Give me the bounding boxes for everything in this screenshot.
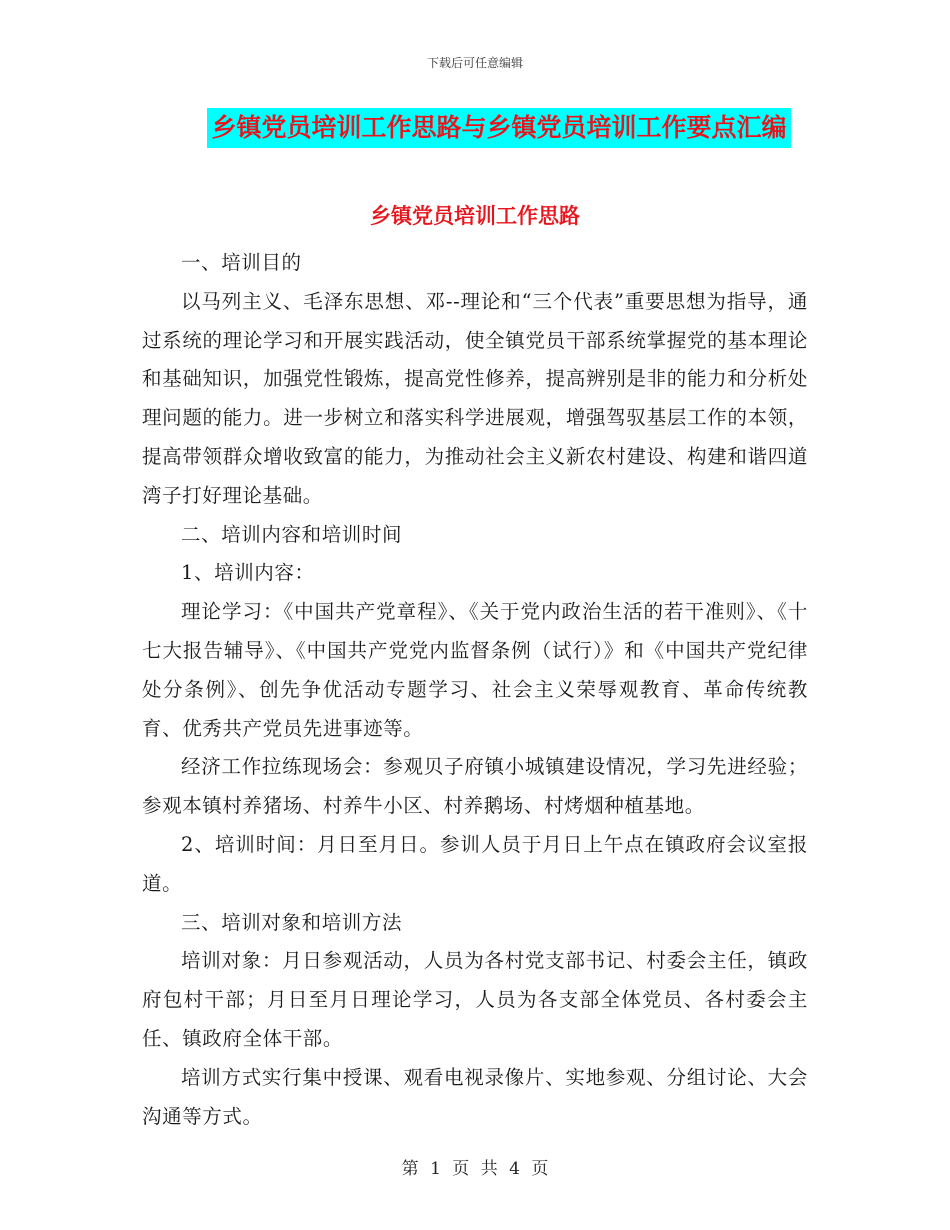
heading-training-content-time: 二、培训内容和培训时间 [181, 522, 403, 546]
paragraph-training-time: 2、培训时间：月日至月日。参训人员于月日上午点在镇政府会议室报道。 [142, 832, 808, 895]
header-note: 下载后可任意编辑 [426, 56, 523, 70]
subheading-training-content: 1、培训内容： [181, 561, 315, 585]
paragraph-training-target: 培训对象：月日参观活动，人员为各村党支部书记、村委会主任，镇政府包村干部；月日至月日理论学习，人员为各支部全体党员、各村委会主任、镇政府全体干部。 [142, 949, 808, 1050]
page-footer: 第 1 页 共 4 页 [401, 1159, 549, 1179]
main-title: 乡镇党员培训工作思路与乡镇党员培训工作要点汇编 [207, 108, 790, 148]
paragraph-training-method: 培训方式实行集中授课、观看电视录像片、实地参观、分组讨论、大会沟通等方式。 [142, 1065, 808, 1128]
heading-training-purpose: 一、培训目的 [181, 251, 302, 274]
main-title-container [0, 108, 950, 148]
paragraph-purpose: 以马列主义、毛泽东思想、邓--理论和“三个代表”重要思想为指导，通过系统的理论学习和开展实践活动，使全镇党员干部系统掌握党的基本理论和基础知识，加强党性锻炼，提高党性修养，提高辨别是非的能力和分析处理问题的能力。进一步树立和落实科学进展观，增强驾驭基层工作的本领，提高带领群众增收致富的能力，为推动社会主义新农村建设、构建和谐四道湾子打好理论基础。 [142, 289, 808, 507]
document-body [142, 244, 808, 1136]
section-title: 乡镇党员培训工作思路 [370, 204, 580, 228]
paragraph-theory-study: 理论学习：《中国共产党章程》、《关于党内政治生活的若干准则》、《十七大报告辅导》、《中国共产党党内监督条例（试行）》和《中国共产党纪律处分条例》、创先争优活动专题学习、社会主义荣辱观教育、革命传统教育、优秀共产党员先进事迹等。 [142, 600, 808, 740]
heading-training-target-method: 三、培训对象和培训方法 [181, 910, 403, 934]
paragraph-economic-field-meeting: 经济工作拉练现场会：参观贝子府镇小城镇建设情况，学习先进经验；参观本镇村养猪场、村养牛小区、村养鹅场、村烤烟种植基地。 [142, 755, 808, 818]
